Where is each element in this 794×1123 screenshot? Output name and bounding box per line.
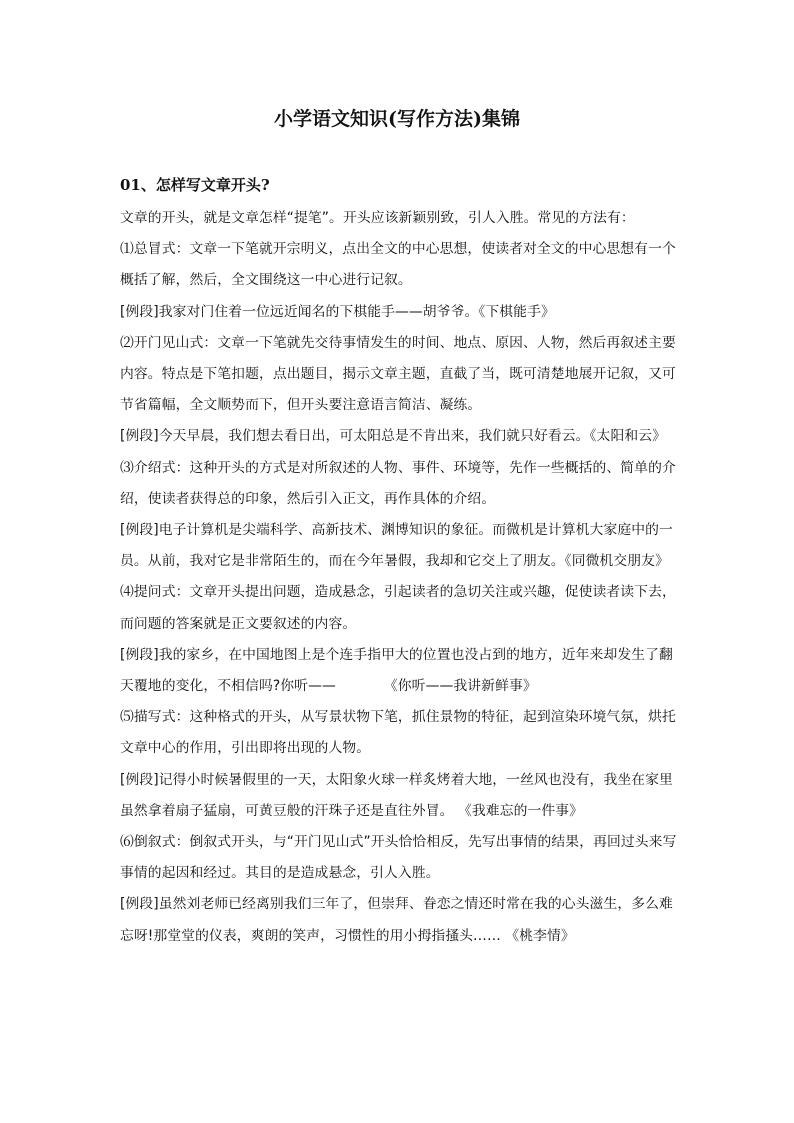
example-3-paragraph: [例段]电子计算机是尖端科学、高新技术、渊博知识的象征。而微机是计算机大家庭中的一员。从前，我对它是非常陌生的，而在今年暑假，我却和它交上了朋友。《同微机交朋友》 <box>120 522 673 570</box>
method-4-paragraph: ⑷提问式：文章开头提出问题，造成悬念，引起读者的急切关注或兴趣，促使读者读下去，而问题的答案就是正文要叙述的内容。 <box>120 584 676 632</box>
example-4-paragraph <box>120 640 685 702</box>
section-heading: 01、怎样写文章开头? <box>120 176 270 194</box>
example-4-source: 《你听——我讲新鲜事》 <box>383 678 537 695</box>
example-6-paragraph: [例段]虽然刘老师已经离别我们三年了，但崇拜、眷恋之情还时常在我的心头滋生，多么难忘呀!那堂堂的仪表，爽朗的笑声，习惯性的用小拇指搔头…… 《桃李情》 <box>120 896 673 944</box>
section-body <box>120 203 685 952</box>
method-2-paragraph: ⑵开门见山式：文章一下笔就先交待事情发生的时间、地点、原因、人物，然后再叙述主要内容。特点是下笔扣题，点出题目，揭示文章主题，直截了当，既可清楚地展开记叙，又可节省篇幅，全文顺势而下，但开头要注意语言简洁、凝练。 <box>120 334 676 414</box>
example-1-paragraph: [例段]我家对门住着一位远近闻名的下棋能手——胡爷爷。《下棋能手》 <box>120 303 555 320</box>
example-2-paragraph: [例段]今天早晨，我们想去看日出，可太阳总是不肯出来，我们就只好看云。《太阳和云》 <box>120 428 667 445</box>
example-5-paragraph: [例段]记得小时候暑假里的一天，太阳象火球一样炙烤着大地，一丝风也没有，我坐在家里虽然拿着扇子猛扇，可黄豆般的汗珠子还是直往外冒。 《我难忘的一件事》 <box>120 771 673 819</box>
method-5-paragraph: ⑸描写式：这种格式的开头，从写景状物下笔，抓住景物的特征，起到渲染环境气氛，烘托文章中心的作用，引出即将出现的人物。 <box>120 709 676 757</box>
method-1-paragraph: ⑴总冒式：文章一下笔就开宗明义，点出全文的中心思想，使读者对全文的中心思想有一个概括了解，然后，全文围绕这一中心进行记叙。 <box>120 241 676 289</box>
method-6-paragraph: ⑹倒叙式：倒叙式开头，与“开门见山式”开头恰恰相反，先写出事情的结果，再回过头来写事情的起因和经过。其目的是造成悬念，引人入胜。 <box>120 834 677 882</box>
method-3-paragraph: ⑶介绍式：这种开头的方式是对所叙述的人物、事件、环境等，先作一些概括的、简单的介绍，使读者获得总的印象，然后引入正文，再作具体的介绍。 <box>120 459 676 507</box>
document-title: 小学语文知识(写作方法)集锦 <box>274 108 520 130</box>
example-4-text: [例段]我的家乡，在中国地图上是个连手指甲大的位置也没占到的地方，近年来却发生了翻天覆地的变化，不相信吗?你听—— <box>120 646 673 695</box>
intro-paragraph: 文章的开头，就是文章怎样“提笔”。开头应该新颖别致，引人入胜。常见的方法有： <box>120 210 635 226</box>
